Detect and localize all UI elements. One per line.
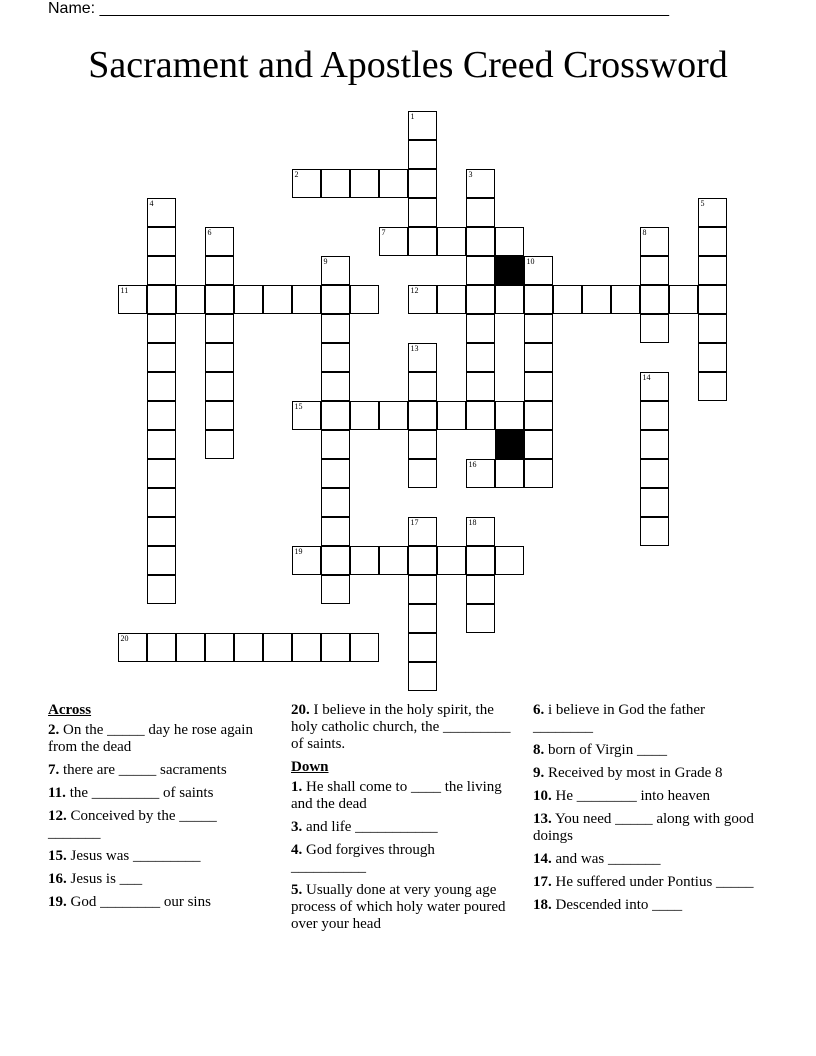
- grid-cell[interactable]: [466, 401, 495, 430]
- grid-cell[interactable]: [669, 285, 698, 314]
- grid-cell[interactable]: [176, 285, 205, 314]
- grid-cell[interactable]: [379, 401, 408, 430]
- grid-cell[interactable]: [698, 285, 727, 314]
- grid-cell[interactable]: [205, 314, 234, 343]
- clue-across-15: 15. Jesus was _________: [48, 848, 201, 864]
- grid-cell[interactable]: [437, 401, 466, 430]
- clue-down-9: 9. Received by most in Grade 8: [533, 765, 723, 781]
- grid-cell[interactable]: [147, 372, 176, 401]
- grid-cell[interactable]: [118, 633, 147, 662]
- grid-cell[interactable]: [205, 633, 234, 662]
- grid-cell[interactable]: [147, 575, 176, 604]
- grid-cell[interactable]: [640, 488, 669, 517]
- grid-cell[interactable]: [611, 285, 640, 314]
- grid-cell[interactable]: [321, 401, 350, 430]
- grid-cell[interactable]: [495, 459, 524, 488]
- grid-cell[interactable]: [466, 227, 495, 256]
- grid-cell[interactable]: [321, 459, 350, 488]
- grid-cell[interactable]: [350, 169, 379, 198]
- grid-cell[interactable]: [698, 256, 727, 285]
- grid-cell[interactable]: [408, 372, 437, 401]
- grid-cell[interactable]: [118, 285, 147, 314]
- clue-across-2: 2. On the _____ day he rose again from the dead: [48, 722, 253, 755]
- cell-number: 1: [410, 111, 415, 121]
- grid-cell[interactable]: [147, 401, 176, 430]
- grid-cell[interactable]: [466, 343, 495, 372]
- grid-cell[interactable]: [698, 227, 727, 256]
- grid-cell[interactable]: [640, 285, 669, 314]
- clue-down-4: 4. God forgives through __________: [291, 842, 435, 875]
- clue-across-19: 19. God ________ our sins: [48, 894, 211, 910]
- grid-cell[interactable]: [205, 285, 234, 314]
- grid-cell[interactable]: [466, 546, 495, 575]
- grid-cell[interactable]: [321, 372, 350, 401]
- grid-cell[interactable]: [408, 227, 437, 256]
- grid-cell[interactable]: [205, 372, 234, 401]
- grid-cell[interactable]: [640, 256, 669, 285]
- grid-cell[interactable]: [640, 314, 669, 343]
- grid-cell[interactable]: [292, 169, 321, 198]
- grid-cell[interactable]: [321, 575, 350, 604]
- grid-cell[interactable]: [408, 604, 437, 633]
- cell-number: 4: [149, 198, 154, 208]
- grid-cell[interactable]: [321, 314, 350, 343]
- grid-cell[interactable]: [147, 633, 176, 662]
- grid-cell[interactable]: [466, 169, 495, 198]
- down-heading: Down: [291, 759, 329, 775]
- grid-cell[interactable]: [408, 546, 437, 575]
- grid-cell[interactable]: [234, 285, 263, 314]
- cell-number: 10: [526, 256, 535, 266]
- grid-cell[interactable]: [205, 227, 234, 256]
- grid-cell[interactable]: [205, 343, 234, 372]
- grid-cell[interactable]: [466, 372, 495, 401]
- grid-cell[interactable]: [495, 401, 524, 430]
- grid-cell[interactable]: [466, 604, 495, 633]
- cell-number: 19: [294, 546, 303, 556]
- grid-cell[interactable]: [176, 633, 205, 662]
- cell-number: 17: [410, 517, 419, 527]
- grid-cell[interactable]: [321, 517, 350, 546]
- grid-cell[interactable]: [147, 198, 176, 227]
- cell-number: 11: [120, 285, 129, 295]
- grid-cell[interactable]: [466, 517, 495, 546]
- grid-cell[interactable]: [437, 227, 466, 256]
- grid-cell[interactable]: [321, 430, 350, 459]
- grid-cell[interactable]: [321, 256, 350, 285]
- grid-cell[interactable]: [524, 343, 553, 372]
- cell-number: 9: [323, 256, 328, 266]
- cell-number: 2: [294, 169, 299, 179]
- clue-across-7: 7. there are _____ sacraments: [48, 762, 227, 778]
- grid-cell[interactable]: [640, 459, 669, 488]
- grid-cell[interactable]: [408, 198, 437, 227]
- grid-cell[interactable]: [466, 198, 495, 227]
- cell-number: 13: [410, 343, 419, 353]
- grid-cell[interactable]: [466, 575, 495, 604]
- grid-cell[interactable]: [321, 169, 350, 198]
- grid-cell[interactable]: [147, 459, 176, 488]
- grid-cell[interactable]: [408, 140, 437, 169]
- clue-down-6: 6. i believe in God the father ________: [533, 702, 706, 735]
- black-cell: [495, 430, 524, 459]
- black-cell: [495, 256, 524, 285]
- grid-cell[interactable]: [698, 198, 727, 227]
- grid-cell[interactable]: [147, 430, 176, 459]
- clue-down-13: 13. You need _____ along with good doings: [533, 811, 754, 844]
- across-heading: Across: [48, 702, 92, 718]
- clue-across-20: 20. I believe in the holy spirit, the holy catholic church, the _________ of saints.: [291, 702, 511, 752]
- grid-cell[interactable]: [640, 372, 669, 401]
- clues-column-3: [533, 702, 755, 920]
- grid-cell[interactable]: [321, 546, 350, 575]
- grid-cell[interactable]: [524, 256, 553, 285]
- clue-down-1: 1. He shall come to ____ the living and the dead: [291, 779, 502, 812]
- clue-across-12: 12. Conceived by the _____ _______: [48, 808, 217, 841]
- grid-cell[interactable]: [147, 517, 176, 546]
- clue-across-16: 16. Jesus is ___: [48, 871, 143, 887]
- grid-cell[interactable]: [495, 227, 524, 256]
- grid-cell[interactable]: [205, 256, 234, 285]
- grid-cell[interactable]: [292, 401, 321, 430]
- grid-cell[interactable]: [205, 401, 234, 430]
- grid-cell[interactable]: [147, 488, 176, 517]
- grid-cell[interactable]: [321, 285, 350, 314]
- cell-number: 14: [642, 372, 651, 382]
- cell-number: 6: [207, 227, 212, 237]
- grid-cell[interactable]: [408, 633, 437, 662]
- grid-cell[interactable]: [263, 633, 292, 662]
- grid-cell[interactable]: [408, 401, 437, 430]
- clue-down-8: 8. born of Virgin ____: [533, 742, 667, 758]
- grid-cell[interactable]: [147, 285, 176, 314]
- name-field-line: Name: ________________________________________________________________: [48, 0, 670, 17]
- grid-cell[interactable]: [321, 488, 350, 517]
- grid-cell[interactable]: [437, 546, 466, 575]
- grid-cell[interactable]: [379, 169, 408, 198]
- grid-cell[interactable]: [321, 343, 350, 372]
- cell-number: 16: [468, 459, 477, 469]
- clues-column-1: [48, 702, 270, 917]
- grid-cell[interactable]: [640, 430, 669, 459]
- cell-number: 18: [468, 517, 477, 527]
- grid-cell[interactable]: [553, 285, 582, 314]
- grid-cell[interactable]: [524, 459, 553, 488]
- grid-cell[interactable]: [524, 401, 553, 430]
- grid-cell[interactable]: [234, 633, 263, 662]
- cell-number: 7: [381, 227, 386, 237]
- grid-cell[interactable]: [205, 430, 234, 459]
- clue-down-10: 10. He ________ into heaven: [533, 788, 711, 804]
- page-title: Sacrament and Apostles Creed Crossword: [88, 44, 728, 86]
- grid-cell[interactable]: [408, 343, 437, 372]
- grid-cell[interactable]: [640, 401, 669, 430]
- grid-cell[interactable]: [408, 575, 437, 604]
- grid-cell[interactable]: [466, 256, 495, 285]
- grid-cell[interactable]: [698, 372, 727, 401]
- cell-number: 15: [294, 401, 303, 411]
- grid-cell[interactable]: [350, 285, 379, 314]
- grid-cell[interactable]: [292, 546, 321, 575]
- cell-number: 3: [468, 169, 473, 179]
- clues-column-2: [291, 702, 513, 939]
- cell-number: 20: [120, 633, 129, 643]
- grid-cell[interactable]: [408, 111, 437, 140]
- clue-down-17: 17. He suffered under Pontius _____: [533, 874, 754, 890]
- grid-cell[interactable]: [408, 517, 437, 546]
- grid-cell[interactable]: [292, 285, 321, 314]
- clue-down-5: 5. Usually done at very young age process of which holy water poured over your head: [291, 882, 506, 932]
- grid-cell[interactable]: [408, 662, 437, 691]
- grid-cell[interactable]: [437, 285, 466, 314]
- grid-cell[interactable]: [292, 633, 321, 662]
- grid-cell[interactable]: [350, 633, 379, 662]
- grid-cell[interactable]: [147, 343, 176, 372]
- grid-cell[interactable]: [408, 169, 437, 198]
- grid-cell[interactable]: [263, 285, 292, 314]
- grid-cell[interactable]: [147, 314, 176, 343]
- grid-cell[interactable]: [524, 314, 553, 343]
- grid-cell[interactable]: [147, 546, 176, 575]
- cell-number: 5: [700, 198, 705, 208]
- grid-cell[interactable]: [698, 314, 727, 343]
- grid-cell[interactable]: [466, 314, 495, 343]
- cell-number: 8: [642, 227, 647, 237]
- grid-cell[interactable]: [147, 227, 176, 256]
- clue-down-18: 18. Descended into ____: [533, 897, 683, 913]
- clue-down-3: 3. and life ___________: [291, 819, 438, 835]
- grid-cell[interactable]: [466, 459, 495, 488]
- grid-cell[interactable]: [524, 372, 553, 401]
- grid-cell[interactable]: [582, 285, 611, 314]
- grid-cell[interactable]: [640, 517, 669, 546]
- grid-cell[interactable]: [495, 546, 524, 575]
- grid-cell[interactable]: [408, 430, 437, 459]
- grid-cell[interactable]: [640, 227, 669, 256]
- grid-cell[interactable]: [698, 343, 727, 372]
- clue-down-14: 14. and was _______: [533, 851, 661, 867]
- cell-number: 12: [410, 285, 419, 295]
- grid-cell[interactable]: [321, 633, 350, 662]
- grid-cell[interactable]: [379, 546, 408, 575]
- grid-cell[interactable]: [495, 285, 524, 314]
- grid-cell[interactable]: [524, 285, 553, 314]
- grid-cell[interactable]: [408, 285, 437, 314]
- grid-cell[interactable]: [350, 546, 379, 575]
- grid-cell[interactable]: [350, 401, 379, 430]
- grid-cell[interactable]: [524, 430, 553, 459]
- grid-cell[interactable]: [466, 285, 495, 314]
- grid-cell[interactable]: [408, 459, 437, 488]
- grid-cell[interactable]: [379, 227, 408, 256]
- clue-across-11: 11. the _________ of saints: [48, 785, 214, 801]
- grid-cell[interactable]: [147, 256, 176, 285]
